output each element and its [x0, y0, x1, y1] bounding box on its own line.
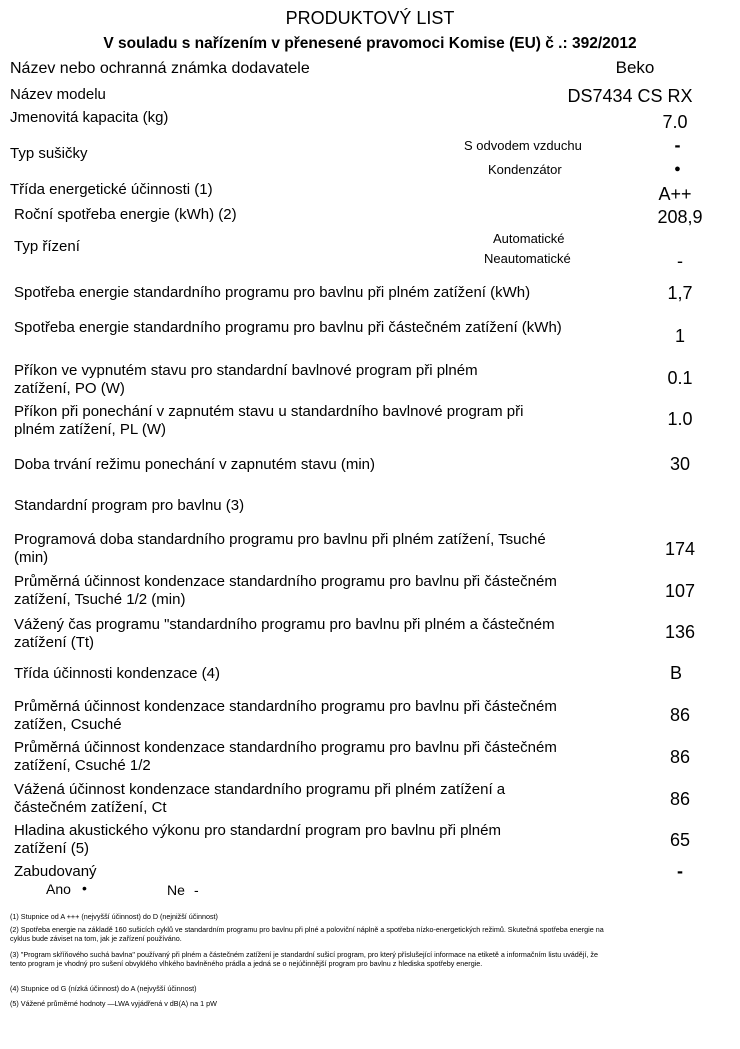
- cond-eff-full-label: Průměrná účinnost kondenzace standardního programu pro bavlnu při částečném zatížen, Csuché: [14, 698, 557, 733]
- capacity-value: 7.0: [662, 112, 688, 132]
- page-title: PRODUKTOVÝ LIST: [285, 8, 455, 28]
- noise-label: Hladina akustického výkonu pro standardní program pro bavlnu při plném zatížení (5): [14, 822, 501, 857]
- energy-full-value: 1,7: [667, 283, 693, 303]
- footnote: (1) Stupnice od A +++ (nejvyšší účinnost) do D (nejnižší účinnost): [10, 912, 218, 921]
- left-on-duration-label: Doba trvání režimu ponechání v zapnutém stavu (min): [14, 456, 376, 473]
- condensation-class-value: B: [669, 663, 682, 683]
- model-label: Název modelu: [10, 86, 106, 103]
- cond-eff-half-value: 86: [669, 747, 691, 767]
- footnote: (4) Stupnice od G (nízká účinnost) do A (nejvyšší účinnost): [10, 984, 197, 993]
- built-in-no-label: Ne: [167, 882, 185, 898]
- std-program-label: Standardní program pro bavlnu (3): [14, 497, 245, 514]
- power-off-value: 0.1: [667, 368, 693, 388]
- left-on-duration-value: 30: [669, 454, 691, 474]
- energy-partial-value: 1: [674, 326, 685, 346]
- weighted-time-value: 136: [664, 622, 696, 642]
- energy-full-label: Spotřeba energie standardního programu pro bavlnu při plném zatížení (kWh): [14, 284, 531, 301]
- power-left-on-value: 1.0: [667, 409, 693, 429]
- cond-eff-half-label: Průměrná účinnost kondenzace standardního programu pro bavlnu při částečném zatížení, Csuché 1/2: [14, 739, 557, 774]
- capacity-label: Jmenovitá kapacita (kg): [10, 109, 169, 126]
- built-in-no-mark: -: [194, 882, 199, 898]
- automatic-label: Automatické: [493, 231, 565, 246]
- built-in-yes-label: Ano: [46, 881, 71, 897]
- energy-class-value: A++: [658, 184, 692, 204]
- non-automatic-label: Neautomatické: [484, 251, 571, 266]
- footnote: (5) Vážené průměrné hodnoty —LWA vyjádřená v dB(A) na 1 pW: [10, 999, 217, 1008]
- footnote: (3) "Program skříňového suchá bavlna" používaný při plném a částečném zatížení je standardní sušicí program, pro který příslušející informace na etiketě a informačním listu uvádějí, že tento program je vhodný pro sušení obvyklého vlhkého bavlněného prádla a jedná se o nejúčinnější program pro bavlnu z hlediska spotřeby energie.: [10, 950, 598, 969]
- built-in-label: Zabudovaný: [14, 863, 97, 880]
- weighted-cond-value: 86: [669, 789, 691, 809]
- condensation-class-label: Třída účinnosti kondenzace (4): [14, 665, 220, 682]
- power-off-label: Příkon ve vypnutém stavu pro standardní bavlnové program při plném zatížení, PO (W): [14, 362, 478, 397]
- control-type-label: Typ řízení: [14, 238, 80, 255]
- annual-energy-label: Roční spotřeba energie (kWh) (2): [14, 206, 237, 223]
- footnote: (2) Spotřeba energie na základě 160 sušicích cyklů ve standardním programu pro bavlnu při plné a poloviční náplně a spotřeba nízko-energetických režimů. Skutečná spotřeba energie na cyklus bude záviset na tom, jak je zařízení používáno.: [10, 925, 604, 944]
- weighted-time-label: Vážený čas programu "standardního programu pro bavlnu při plném a částečném zatížení (Tt): [14, 616, 555, 651]
- air-vented-value: -: [674, 135, 681, 155]
- condenser-label: Kondenzátor: [488, 162, 562, 177]
- annual-energy-value: 208,9: [657, 207, 703, 227]
- built-in-value: -: [677, 861, 683, 881]
- supplier-value: Beko: [615, 58, 655, 77]
- program-time-half-value: 107: [664, 581, 696, 601]
- non-automatic-value: -: [677, 251, 683, 271]
- condenser-value: ●: [674, 163, 681, 175]
- dryer-type-label: Typ sušičky: [10, 145, 88, 162]
- air-vented-label: S odvodem vzduchu: [464, 138, 582, 153]
- weighted-cond-label: Vážená účinnost kondenzace standardního programu při plném zatížení a částečném zatížení, Ct: [14, 781, 506, 816]
- program-time-full-value: 174: [664, 539, 696, 559]
- program-time-full-label: Programová doba standardního programu pro bavlnu při plném zatížení, Tsuché (min): [14, 531, 546, 566]
- model-value: DS7434 CS RX: [567, 86, 693, 106]
- noise-value: 65: [669, 830, 691, 850]
- energy-partial-label: Spotřeba energie standardního programu pro bavlnu při částečném zatížení (kWh): [14, 319, 562, 336]
- energy-class-label: Třída energetické účinnosti (1): [10, 181, 213, 198]
- built-in-yes-mark: •: [82, 880, 87, 896]
- cond-eff-full-value: 86: [669, 705, 691, 725]
- regulation-subtitle: V souladu s nařízením v přenesené pravomoci Komise (EU) č .: 392/2012: [103, 35, 637, 52]
- power-left-on-label: Příkon při ponechání v zapnutém stavu u standardního bavlnové program při plném zatížení, PL (W): [14, 403, 524, 438]
- program-time-half-label: Průměrná účinnost kondenzace standardního programu pro bavlnu při částečném zatížení, Tsuché 1/2 (min): [14, 573, 557, 608]
- supplier-label: Název nebo ochranná známka dodavatele: [10, 60, 310, 77]
